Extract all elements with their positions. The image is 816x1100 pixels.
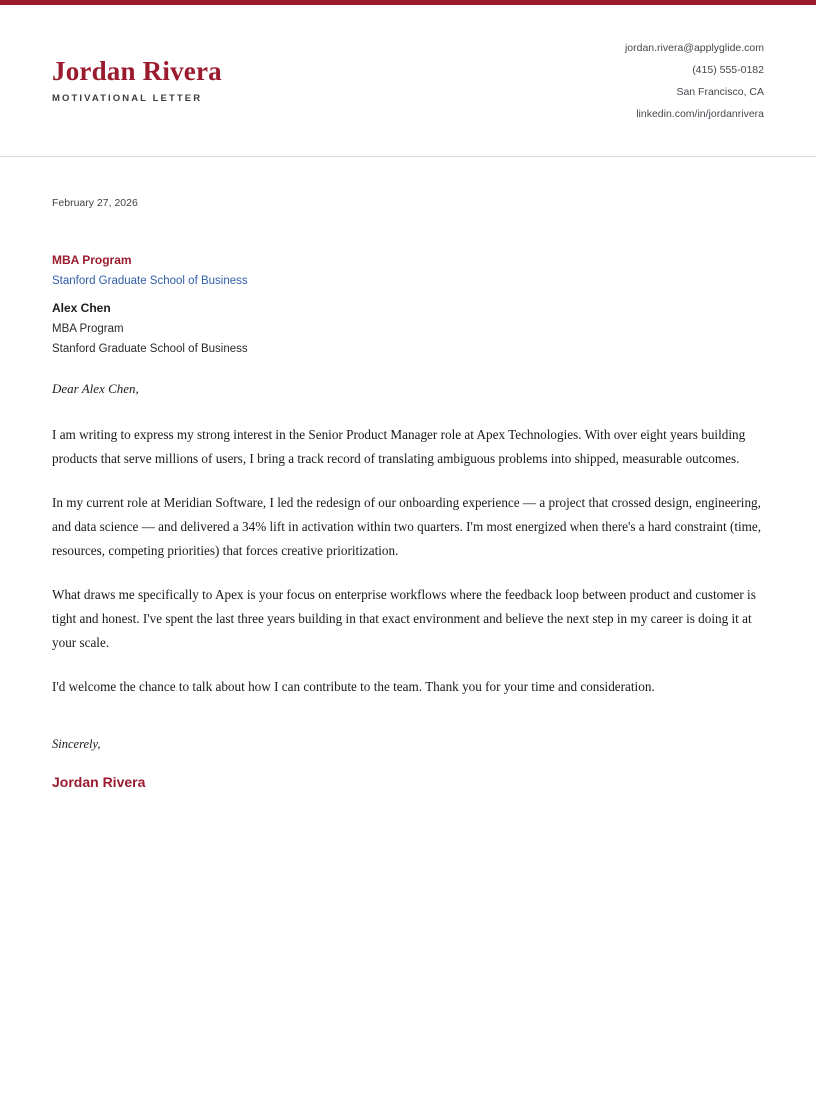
letter-paragraph: In my current role at Meridian Software, I led the redesign of our onboarding experience — a project that crossed design, engineering, and data science — and delivered a 34% lift in activation within two quarters. I'm most energized when there's a hard constraint (time, resources, competing priorities) that forces creative prioritization.: [52, 495, 762, 558]
recipient-block: [52, 253, 764, 355]
recipient-program-heading: MBA Program: [52, 253, 132, 267]
closing-line: Sincerely,: [52, 737, 101, 751]
sender-name: Jordan Rivera: [52, 56, 222, 87]
letter-paragraph: I'd welcome the chance to talk about how I can contribute to the team. Thank you for your time and consideration.: [52, 679, 655, 694]
signature-name: Jordan Rivera: [52, 774, 146, 790]
recipient-organization-heading: Stanford Graduate School of Business: [52, 275, 248, 287]
recipient-organization: Stanford Graduate School of Business: [52, 343, 248, 355]
contact-email[interactable]: jordan.rivera@applyglide.com: [624, 41, 764, 54]
recipient-name: Alex Chen: [52, 301, 111, 315]
salutation: Dear Alex Chen,: [52, 381, 139, 396]
document-type-label: MOTIVATIONAL LETTER: [52, 92, 203, 104]
sender-identity: [52, 57, 222, 104]
letter-paragraph: I am writing to express my strong interest in the Senior Product Manager role at Apex Technologies. With over eight years building products that serve millions of users, I bring a track record of translating ambiguous problems into shipped, measurable outcomes.: [52, 427, 746, 466]
contact-block: [625, 37, 764, 125]
letter-header: [0, 5, 816, 157]
contact-phone[interactable]: (415) 555-0182: [692, 63, 764, 76]
letter-body: [0, 157, 816, 790]
contact-location: San Francisco, CA: [676, 85, 764, 98]
contact-linkedin[interactable]: linkedin.com/in/jordanrivera: [636, 107, 764, 120]
recipient-program: MBA Program: [52, 323, 124, 335]
letter-date: February 27, 2026: [52, 197, 138, 209]
letter-paragraph: What draws me specifically to Apex is your focus on enterprise workflows where the feedback loop between product and customer is tight and honest. I've spent the last three years building in that exact environment and believe the next step in my career is doing it at your scale.: [52, 587, 756, 650]
